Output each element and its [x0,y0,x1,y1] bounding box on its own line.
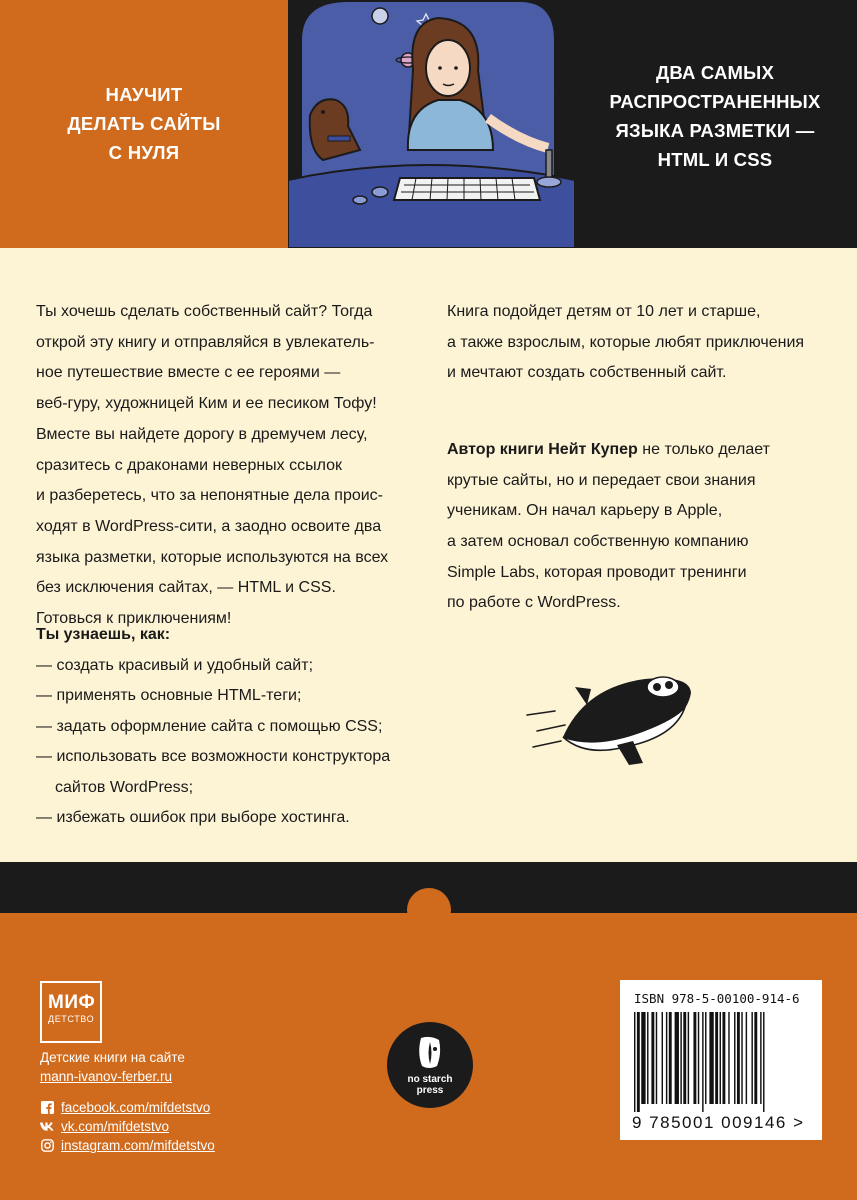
author-line: крутые сайты, но и передает свои знания [447,471,756,489]
barcode-bar [683,1012,686,1104]
publisher-name-line2: press [416,1085,444,1096]
rocket-illustration [525,667,695,772]
spacer [447,389,842,420]
facebook-icon [40,1101,54,1115]
barcode-bar [741,1012,742,1104]
description-line: Ты хочешь сделать собственный сайт? Тогда [36,303,373,320]
learn-item: — использовать все возможности конструктора [36,748,391,765]
social-vk[interactable] [40,1117,215,1136]
publisher-logo [40,981,102,1043]
author-line: ученикам. Он начал карьеру в Apple, [447,502,723,520]
site-link[interactable]: mann-ivanov-ferber.ru [40,1069,173,1084]
barcode-bar [722,1012,725,1104]
barcode-bar [709,1012,713,1104]
barcode-bar [651,1012,654,1104]
tagline-left-line: НАУЧИТ [105,84,183,105]
barcode-bar [693,1012,696,1104]
barcode-digits: 9 785001 009146 > [632,1113,805,1132]
no-starch-press-logo [387,1022,473,1108]
publisher-name-line1: no starch [407,1074,453,1085]
barcode-bar [705,1012,706,1104]
author-text: не только делает [637,440,770,458]
barcode-bar [720,1012,721,1104]
author-name: Автор книги Нейт Купер [447,440,638,458]
social-vk-text: vk.com/mifdetstvo [61,1119,170,1134]
barcode-bar [746,1012,747,1104]
barcode-bar [737,1012,740,1104]
site-caption: Детские книги на сайте [40,1050,185,1065]
barcode-bar [675,1012,679,1104]
social-instagram-text: instagram.com/mifdetstvo [61,1138,215,1153]
barcode-bar [751,1012,752,1104]
learn-heading: Ты узнаешь, как: [36,626,171,643]
right-column [447,297,842,619]
vk-icon [40,1120,54,1134]
social-facebook[interactable] [40,1098,215,1117]
age-line: и мечтают создать собственный сайт. [447,364,727,382]
tagline-right-line: HTML И CSS [657,149,773,170]
learn-item: — задать оформление сайта с помощью CSS; [36,717,383,735]
barcode-bar [641,1012,645,1104]
learn-item: сайтов WordPress; [55,778,194,796]
barcode-bar [734,1012,735,1104]
top-left-panel [0,0,288,248]
book-description [36,297,436,635]
top-band [0,0,857,248]
spacer [447,420,842,435]
barcode-bar [760,1012,761,1104]
barcode-bar [669,1012,672,1104]
description-line: и разберетесь, что за непонятные дела проис- [36,487,383,505]
barcode-bar [688,1012,689,1104]
logo-sub-text: ДЕТСТВО [48,1014,95,1024]
barcode-bar [702,1012,703,1112]
author-line: Simple Labs, которая проводит тренинги [447,563,747,581]
description-line: ходят в WordPress-сити, а заодно освоите два [36,517,382,535]
author-line: а затем основал собственную компанию [447,532,749,550]
age-line: а также взрослым, которые любят приключения [447,333,805,351]
tagline-left-line: ДЕЛАТЬ САЙТЫ [67,113,221,134]
barcode-bar [656,1012,657,1104]
description-line: веб-гуру, художницей Ким и ее песиком Тофу! [36,395,377,413]
instagram-icon [40,1139,54,1153]
description-line: языка разметки, которые используются на всех [36,548,389,566]
learn-item: — применять основные HTML-теги; [36,687,302,704]
age-line: Книга подойдет детям от 10 лет и старше, [447,303,761,320]
tagline-right-line: ДВА САМЫХ [655,62,775,83]
barcode-bar [662,1012,663,1104]
author-line-first [447,435,842,466]
logo-main-text: МИФ [48,992,96,1013]
barcode-bar [647,1012,648,1104]
barcode-bar [715,1012,718,1104]
tagline-right-line: РАСПРОСТРАНЕННЫХ [609,91,821,112]
description-line: ное путешествие вместе с ее героями — [36,364,341,382]
isbn-text: ISBN 978-5-00100-914-6 [634,991,800,1006]
barcode-bar [698,1012,699,1104]
barcode-bar [666,1012,667,1104]
site-block [40,1048,185,1086]
tagline-left [0,80,288,167]
social-instagram[interactable] [40,1136,215,1155]
barcode-bar [754,1012,757,1104]
learn-item: — избежать ошибок при выборе хостинга. [36,809,350,826]
barcode-bar [637,1012,640,1112]
author-line: по работе с WordPress. [447,594,621,612]
cover-illustration [288,0,575,248]
tagline-left-line: С НУЛЯ [108,142,180,163]
learn-item: — создать красивый и удобный сайт; [36,656,314,674]
barcode-bars [632,1012,810,1112]
barcode-bar [763,1012,764,1112]
no-starch-emblem-icon [417,1036,443,1070]
description-line: открой эту книгу и отправляйся в увлекатель- [36,333,375,351]
tagline-right-line: ЯЗЫКА РАЗМЕТКИ — [615,120,815,141]
tagline-right [586,58,844,174]
barcode [620,980,822,1140]
barcode-bar [634,1012,635,1112]
barcode-bar [728,1012,729,1104]
learn-list [36,620,436,834]
description-line: сразитесь с драконами неверных ссылок [36,456,343,474]
social-facebook-text: facebook.com/mifdetstvo [61,1100,211,1115]
barcode-bar [680,1012,681,1104]
description-line: Готовься к приключениям! [36,610,232,628]
social-links [40,1098,215,1155]
description-line: без исключения сайтах, — HTML и CSS. [36,579,336,597]
description-line: Вместе вы найдете дорогу в дремучем лесу, [36,425,368,443]
notch-decoration [407,888,451,932]
